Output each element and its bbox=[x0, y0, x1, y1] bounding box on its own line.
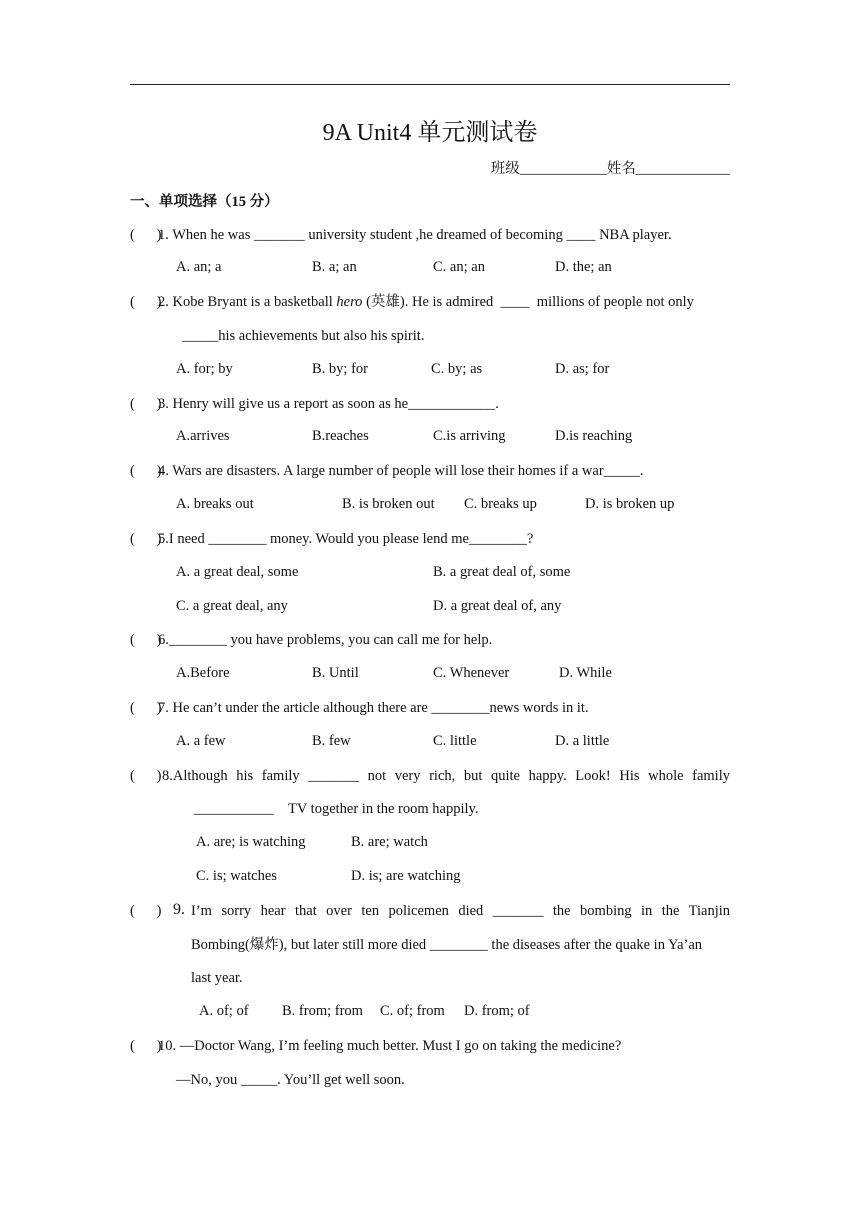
question-2 bbox=[158, 293, 694, 311]
option-d: D. is broken up bbox=[585, 496, 675, 512]
option-a: A.Before bbox=[176, 665, 230, 681]
option-d: D. the; an bbox=[555, 259, 612, 275]
option-c: C. a great deal, any bbox=[176, 598, 288, 614]
option-a: A. a few bbox=[176, 733, 226, 749]
option-a: A.arrives bbox=[176, 428, 230, 444]
option-b: B. few bbox=[312, 733, 351, 749]
question-italic-word: hero bbox=[336, 294, 363, 310]
question-3: 3. Henry will give us a report as soon as he____________. bbox=[158, 396, 499, 412]
question-text: 2. Kobe Bryant is a basketball bbox=[158, 294, 337, 310]
option-d: D. is; are watching bbox=[351, 868, 461, 884]
answer-paren[interactable]: ( ) bbox=[130, 700, 162, 716]
option-b: B. by; for bbox=[312, 361, 368, 377]
option-c: C. by; as bbox=[431, 361, 483, 377]
option-a: A. of; of bbox=[199, 1003, 249, 1019]
answer-paren[interactable]: ( ) bbox=[130, 531, 162, 547]
option-a: A. for; by bbox=[176, 361, 233, 377]
student-info-line bbox=[491, 157, 730, 178]
class-label: 班级 bbox=[490, 161, 520, 177]
option-b: B. Until bbox=[312, 665, 359, 681]
option-c: C. breaks up bbox=[464, 496, 537, 512]
question-10: 10. —Doctor Wang, I’m feeling much better. Must I go on taking the medicine? bbox=[158, 1038, 622, 1054]
option-d: D. as; for bbox=[555, 361, 610, 377]
answer-paren[interactable]: ( ) bbox=[130, 294, 162, 310]
answer-paren[interactable]: ( ) bbox=[130, 396, 162, 412]
option-b: B. a great deal of, some bbox=[433, 564, 571, 580]
option-b: B. from; from bbox=[282, 1003, 363, 1019]
question-10-cont: —No, you _____. You’ll get well soon. bbox=[176, 1072, 405, 1088]
answer-paren[interactable]: ( ) bbox=[130, 463, 162, 479]
option-d: D. from; of bbox=[464, 1003, 530, 1019]
option-b: B. are; watch bbox=[351, 834, 428, 850]
option-a: A. are; is watching bbox=[196, 834, 306, 850]
question-6: 6.________ you have problems, you can call me for help. bbox=[158, 632, 493, 648]
question-2-cont: _____his achievements but also his spirit. bbox=[182, 328, 425, 344]
option-b: B. is broken out bbox=[342, 496, 435, 512]
option-c: C. of; from bbox=[380, 1003, 445, 1019]
question-9-number: 9. bbox=[173, 901, 185, 918]
option-d: D.is reaching bbox=[555, 428, 633, 444]
option-b: B.reaches bbox=[312, 428, 369, 444]
option-a: A. breaks out bbox=[176, 496, 254, 512]
top-rule bbox=[130, 84, 730, 85]
answer-paren[interactable]: ( ) bbox=[130, 632, 162, 648]
question-7: 7. He can’t under the article although there are ________news words in it. bbox=[158, 700, 589, 716]
option-d: D. a great deal of, any bbox=[433, 598, 562, 614]
name-label: 姓名 bbox=[606, 161, 636, 177]
option-c: C. an; an bbox=[433, 259, 485, 275]
question-8-cont: ___________ TV together in the room happily. bbox=[194, 801, 479, 817]
answer-paren[interactable]: ( ) bbox=[130, 227, 162, 243]
option-d: D. While bbox=[559, 665, 612, 681]
question-text: (英雄). He is admired ____ millions of people not only bbox=[362, 294, 694, 310]
name-blank[interactable]: _____________ bbox=[635, 161, 730, 177]
answer-paren[interactable]: ( ) bbox=[130, 768, 162, 784]
option-c: C. is; watches bbox=[196, 868, 277, 884]
option-c: C. little bbox=[433, 733, 477, 749]
question-9-cont: last year. bbox=[191, 970, 243, 986]
question-8: 8.Although his family _______ not very rich, but quite happy. Look! His whole family bbox=[162, 768, 730, 784]
option-a: A. a great deal, some bbox=[176, 564, 299, 580]
answer-paren[interactable]: ( ) bbox=[130, 903, 162, 919]
question-4: 4. Wars are disasters. A large number of people will lose their homes if a war_____. bbox=[158, 463, 644, 479]
section-heading: 一、单项选择（15 分） bbox=[130, 194, 279, 210]
page-title: 9A Unit4 单元测试卷 bbox=[322, 120, 538, 146]
question-9-cont: Bombing(爆炸), but later still more died ________ the diseases after the quake in Ya’an bbox=[191, 937, 703, 953]
question-9: I’m sorry hear that over ten policemen died _______ the bombing in the Tianjin bbox=[191, 903, 730, 919]
question-1: 1. When he was _______ university student ,he dreamed of becoming ____ NBA player. bbox=[158, 227, 672, 243]
answer-paren[interactable]: ( ) bbox=[130, 1038, 162, 1054]
option-c: C.is arriving bbox=[433, 428, 506, 444]
option-b: B. a; an bbox=[312, 259, 357, 275]
option-d: D. a little bbox=[555, 733, 610, 749]
option-c: C. Whenever bbox=[433, 665, 510, 681]
option-a: A. an; a bbox=[176, 259, 222, 275]
class-blank[interactable]: ____________ bbox=[519, 161, 607, 177]
question-5: 5.I need ________ money. Would you please lend me________? bbox=[158, 531, 534, 547]
